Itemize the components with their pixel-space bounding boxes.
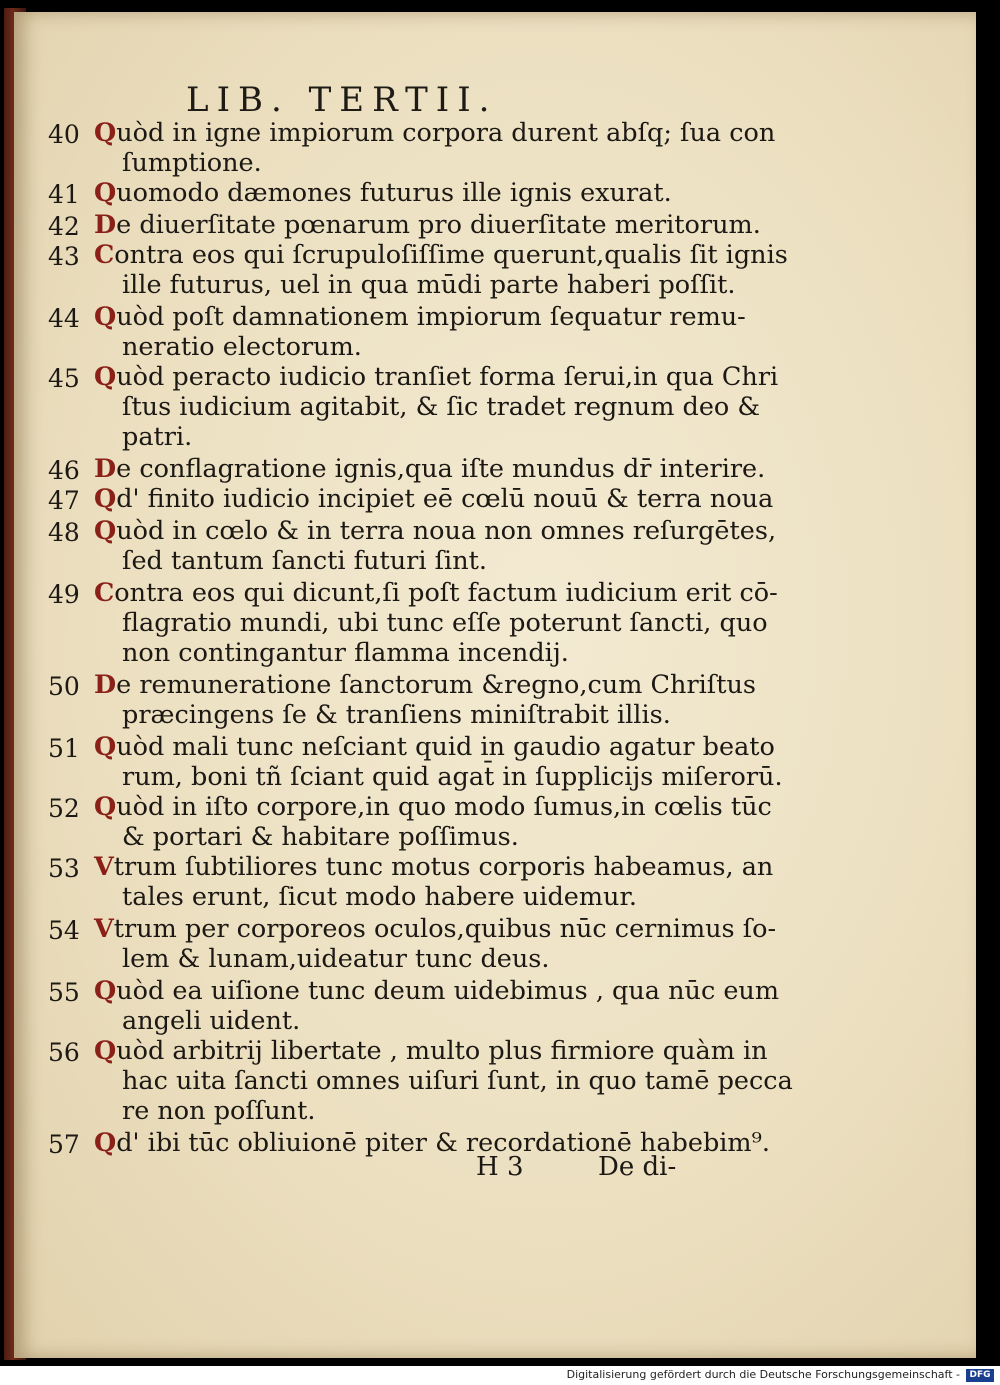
entry-text: ſed tantum ſancti futuri ſint. <box>122 546 487 576</box>
entry-text: flagratio mundi, ubi tunc eſſe poterunt ſancti, quo <box>122 608 768 638</box>
entry-continuation <box>122 762 783 792</box>
entry-number: 45 <box>48 364 80 393</box>
entry-continuation <box>122 638 569 668</box>
entry-number: 43 <box>48 242 80 271</box>
entry-title <box>94 516 776 546</box>
entry-text: uòd arbitrij libertate , multo plus firmiore quàm in <box>116 1036 768 1066</box>
entry-number: 56 <box>48 1038 80 1067</box>
rubricated-initial: Q <box>94 732 117 762</box>
catchword: De di- <box>598 1152 677 1182</box>
rubricated-initial: Q <box>94 118 117 148</box>
rubricated-initial: Q <box>94 976 117 1006</box>
entry-text: e diuerſitate pœnarum pro diuerſitate meritorum. <box>116 210 761 240</box>
entry-number: 51 <box>48 734 80 763</box>
entry-text: uòd poſt damnationem impiorum ſequatur remu- <box>116 302 746 332</box>
entry-text: non contingantur flamma incendij. <box>122 638 569 668</box>
entry-title <box>94 210 761 240</box>
entry-text: ille futurus, uel in qua mūdi parte haberi poſſit. <box>122 270 736 300</box>
entry-title <box>94 914 776 944</box>
entry-number: 52 <box>48 794 80 823</box>
entry-number: 57 <box>48 1130 80 1159</box>
entry-title <box>94 732 775 762</box>
entry-number: 48 <box>48 518 80 547</box>
entry-number: 55 <box>48 978 80 1007</box>
entry-continuation <box>122 546 487 576</box>
entry-continuation <box>122 392 760 422</box>
entry-continuation <box>122 882 637 912</box>
entry-title <box>94 792 772 822</box>
entry-continuation <box>122 422 192 452</box>
entry-continuation <box>122 944 550 974</box>
entry-number: 50 <box>48 672 80 701</box>
entry-continuation <box>122 608 768 638</box>
running-header: LIB. TERTII. <box>186 80 498 120</box>
footer-bar <box>0 1366 1000 1385</box>
entry-title <box>94 178 672 208</box>
entry-number: 53 <box>48 854 80 883</box>
entry-title <box>94 454 765 484</box>
entry-text: trum ſubtiliores tunc motus corporis habeamus, an <box>113 852 774 882</box>
rubricated-initial: V <box>94 852 114 882</box>
entry-text: d' finito iudicio incipiet eē cœlū nouū & terra noua <box>116 484 774 514</box>
entry-text: re non poſſunt. <box>122 1096 316 1126</box>
entry-number: 47 <box>48 486 80 515</box>
entry-title <box>94 118 775 148</box>
entry-text: rum, boni tñ ſciant quid agat̄ in ſupplicijs miſerorū. <box>122 762 783 792</box>
entry-text: tales erunt, ſicut modo habere uidemur. <box>122 882 637 912</box>
entry-number: 44 <box>48 304 80 333</box>
entry-text: d' ibi tūc obliuionē piter & recordationē habebim⁹. <box>116 1128 770 1158</box>
entry-text: uòd in cœlo & in terra noua non omnes reſurgētes, <box>116 516 777 546</box>
entry-continuation <box>122 822 519 852</box>
entry-title <box>94 302 746 332</box>
entry-text: præcingens ſe & tranſiens miniſtrabit illis. <box>122 700 671 730</box>
entry-title <box>94 362 778 392</box>
entry-number: 41 <box>48 180 80 209</box>
rubricated-initial: V <box>94 914 114 944</box>
entry-text: ſtus iudicium agitabit, & ſic tradet regnum deo & <box>122 392 761 422</box>
entry-number: 42 <box>48 212 80 241</box>
entry-text: ontra eos qui dicunt,ſi poſt factum iudicium erit cō- <box>114 578 778 608</box>
entry-title <box>94 852 773 882</box>
entry-text: ontra eos qui ſcrupuloſiſſime querunt,qualis ſit ignis <box>114 240 788 270</box>
entry-number: 54 <box>48 916 80 945</box>
entry-text: hac uita ſancti omnes uiſuri ſunt, in quo tamē pecca <box>122 1066 793 1096</box>
entry-text: angeli uident. <box>122 1006 301 1036</box>
rubricated-initial: C <box>94 240 115 270</box>
entry-title <box>94 240 788 270</box>
entry-text: e conflagratione ignis,qua iſte mundus dr̄ interire. <box>116 454 766 484</box>
dfg-logo: DFG <box>966 1369 994 1382</box>
signature-mark: H 3 <box>476 1152 524 1182</box>
entry-number: 49 <box>48 580 80 609</box>
entry-title <box>94 578 778 608</box>
entry-title <box>94 484 773 514</box>
funding-notice: Digitalisierung gefördert durch die Deutsche Forschungsgemeinschaft - <box>566 1368 960 1381</box>
entry-number: 46 <box>48 456 80 485</box>
entry-title <box>94 976 779 1006</box>
entry-continuation <box>122 332 362 362</box>
entry-text: e remuneratione ſanctorum &regno,cum Chriſtus <box>116 670 756 700</box>
entry-continuation <box>122 700 671 730</box>
entry-title <box>94 1036 768 1066</box>
rubricated-initial: D <box>94 670 117 700</box>
entry-text: uòd in igne impiorum corpora durent abſq; ſua con <box>116 118 776 148</box>
entry-continuation <box>122 148 262 178</box>
entry-number: 40 <box>48 120 80 149</box>
entry-text: & portari & habitare poſſimus. <box>122 822 519 852</box>
entry-text: trum per corporeos oculos,quibus nūc cernimus ſo- <box>113 914 777 944</box>
entry-text: ſumptione. <box>122 148 262 178</box>
entry-text: uòd ea uiſione tunc deum uidebimus , qua nūc eum <box>116 976 780 1006</box>
rubricated-initial: Q <box>94 516 117 546</box>
rubricated-initial: Q <box>94 792 117 822</box>
entry-continuation <box>122 1066 793 1096</box>
rubricated-initial: Q <box>94 362 117 392</box>
entry-text: uòd mali tunc neſciant quid in gaudio agatur beato <box>116 732 775 762</box>
entry-text: neratio electorum. <box>122 332 362 362</box>
entry-continuation <box>122 1096 315 1126</box>
entry-text: patri. <box>122 422 193 452</box>
entry-text: lem & lunam,uideatur tunc deus. <box>122 944 550 974</box>
rubricated-initial: Q <box>94 178 117 208</box>
rubricated-initial: C <box>94 578 115 608</box>
rubricated-initial: Q <box>94 1036 117 1066</box>
entry-continuation <box>122 1006 300 1036</box>
rubricated-initial: Q <box>94 1128 117 1158</box>
entry-text: uomodo dæmones futurus ille ignis exurat. <box>116 178 672 208</box>
entry-continuation <box>122 270 736 300</box>
entry-text: uòd in iſto corpore,in quo modo ſumus,in cœlis tūc <box>116 792 772 822</box>
rubricated-initial: D <box>94 210 117 240</box>
rubricated-initial: Q <box>94 302 117 332</box>
entry-text: uòd peracto iudicio tranſiet forma ſerui,in qua Chri <box>116 362 779 392</box>
entry-title <box>94 670 756 700</box>
rubricated-initial: Q <box>94 484 117 514</box>
rubricated-initial: D <box>94 454 117 484</box>
